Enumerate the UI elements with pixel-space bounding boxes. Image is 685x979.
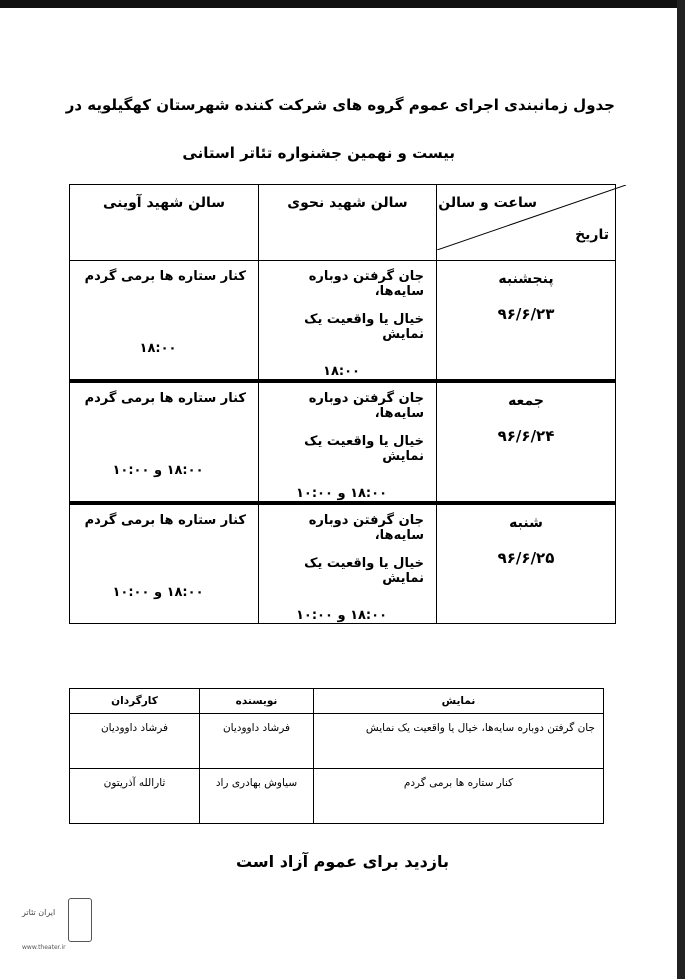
hall1-show-cell (259, 503, 437, 624)
day-date: ۹۶/۶/۲۳ (497, 305, 555, 323)
footer-note: بازدید برای عموم آزاد است (235, 852, 450, 871)
play-name: جان گرفتن دوباره سایه‌ها، خیال یا واقعیت یک نمایش (314, 714, 604, 769)
cast-table (69, 688, 604, 824)
director-header: کارگردان (70, 689, 200, 714)
schedule-row (70, 381, 616, 503)
play-name: کنار ستاره ها برمی گردم (314, 769, 604, 824)
schedule-corner-header (437, 185, 616, 261)
show-title-line1: جان گرفتن دوباره سایه‌ها، (308, 391, 424, 421)
show-title: کنار ستاره ها برمی گردم (84, 269, 246, 284)
corner-label-time-hall: ساعت و سالن (438, 195, 537, 211)
day-name: شنبه (509, 515, 543, 531)
cast-row (70, 714, 604, 769)
schedule-row (70, 261, 616, 382)
hall2-show-cell (70, 381, 259, 503)
schedule-row (70, 503, 616, 624)
show-title-line1: جان گرفتن دوباره سایه‌ها، (308, 513, 424, 543)
show-time: ۱۸:۰۰ و ۱۰:۰۰ (295, 486, 387, 501)
show-title: کنار ستاره ها برمی گردم (84, 513, 246, 528)
director-name: فرشاد داوودیان (70, 714, 200, 769)
hall2-show-cell (70, 503, 259, 624)
hall2-header: سالن شهید آوینی (70, 185, 259, 261)
show-time: ۱۸:۰۰ (323, 364, 360, 379)
page-top-edge (0, 0, 685, 8)
hall1-show-cell (259, 261, 437, 382)
show-title-line2: خیال یا واقعیت یک نمایش (304, 434, 424, 464)
show-time: ۱۸:۰۰ و ۱۰:۰۰ (295, 608, 387, 623)
show-title-line1: جان گرفتن دوباره سایه‌ها، (308, 269, 424, 299)
hall1-header: سالن شهید نحوی (259, 185, 437, 261)
corner-label-date: تاریخ (575, 227, 609, 243)
logo-name: ایران تئاتر (22, 908, 56, 917)
day-cell (437, 261, 616, 382)
cast-header-row (70, 689, 604, 714)
writer-name: فرشاد داوودیان (200, 714, 314, 769)
show-time: ۱۸:۰۰ و ۱۰:۰۰ (112, 585, 204, 600)
show-time: ۱۸:۰۰ و ۱۰:۰۰ (112, 463, 204, 478)
document-subtitle: بیست و نهمین جشنواره تئاتر استانی (182, 144, 455, 162)
day-name: پنجشنبه (498, 271, 554, 287)
document-title: جدول زمانبندی اجرای عموم گروه های شرکت کننده شهرستان کهگیلویه در (65, 96, 615, 114)
day-cell (437, 503, 616, 624)
play-header: نمایش (314, 689, 604, 714)
show-title: کنار ستاره ها برمی گردم (84, 391, 246, 406)
watermark-logo (22, 898, 92, 958)
day-name: جمعه (508, 393, 544, 409)
logo-url: www.theater.ir (22, 944, 66, 951)
show-time: ۱۸:۰۰ (139, 341, 177, 356)
schedule-table (69, 184, 616, 624)
show-title-line2: خیال یا واقعیت یک نمایش (304, 312, 424, 342)
show-title-line2: خیال یا واقعیت یک نمایش (304, 556, 424, 586)
schedule-header-row (70, 185, 616, 261)
hall2-show-cell (70, 261, 259, 382)
hall1-show-cell (259, 381, 437, 503)
writer-name: سیاوش بهادری راد (200, 769, 314, 824)
day-date: ۹۶/۶/۲۵ (497, 549, 555, 567)
day-date: ۹۶/۶/۲۴ (497, 427, 555, 445)
writer-header: نویسنده (200, 689, 314, 714)
cast-row (70, 769, 604, 824)
page-right-edge (677, 0, 685, 979)
director-name: ثارالله آذریتون (70, 769, 200, 824)
day-cell (437, 381, 616, 503)
theater-logo-icon (68, 898, 92, 942)
